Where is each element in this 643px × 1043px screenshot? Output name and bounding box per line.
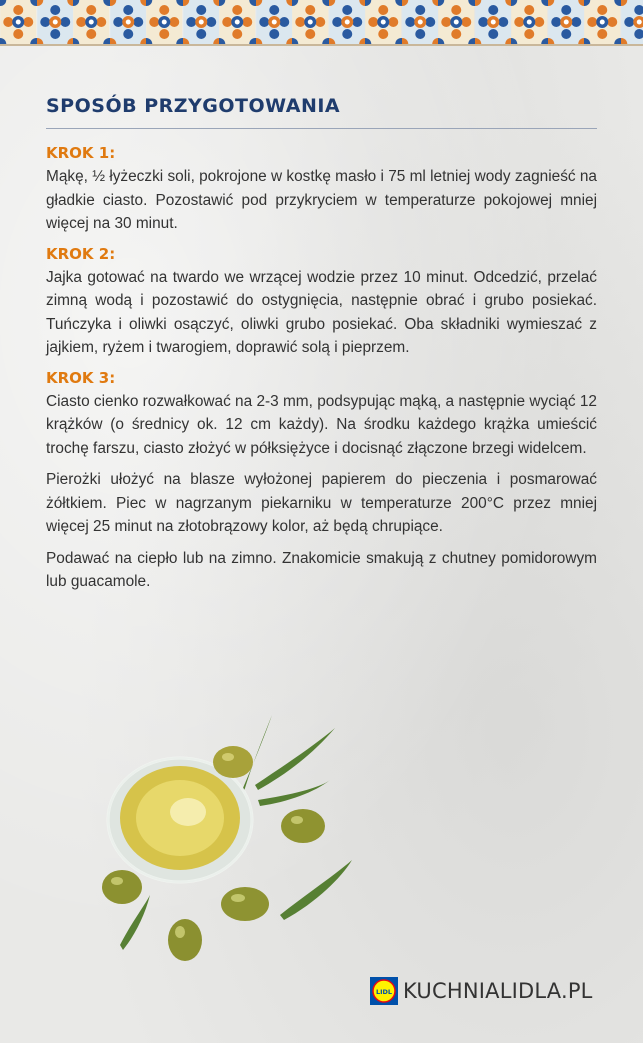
step-title: KROK 1: (46, 144, 116, 162)
kuchnialidla-logo[interactable] (370, 975, 593, 1007)
azulejo-tile-icon (438, 0, 475, 44)
step-text: Jajka gotować na twardo we wrzącej wodzie przez 10 minut. Odcedzić, przelać zimną wodą i pozostawić do ostygnięcia, następnie obrać i grubo posiekać. Tuńczyka i oliwki osączyć, oliwki grubo posiekać. Oba składniki wymieszać z jajkiem, ryżem i twarogiem, doprawić solą i pieprzem. (46, 268, 597, 356)
azulejo-tile-icon (365, 0, 402, 44)
page-title: SPOSÓB PRZYGOTOWANIA (46, 95, 341, 117)
step-text: Pierożki ułożyć na blasze wyłożonej papierem do pieczenia i posmarować żółtkiem. Piec w nagrzanym piekarniku w temperaturze 200°C przez mniej więcej 25 minut na złotobrązowy kolor, aż będą chrupiące. (46, 471, 597, 535)
azulejo-tile-icon (110, 0, 147, 44)
decorative-tile-border (0, 0, 643, 46)
azulejo-tile-icon (329, 0, 366, 44)
logo-text: KUCHNIALIDLA.PL (403, 979, 593, 1003)
azulejo-tile-icon (146, 0, 183, 44)
step-3 (46, 368, 597, 594)
lidl-logo-icon (370, 977, 398, 1005)
azulejo-tile-icon (584, 0, 621, 44)
azulejo-tile-icon (219, 0, 256, 44)
title-divider (46, 128, 597, 129)
azulejo-tile-icon (183, 0, 220, 44)
azulejo-tile-icon (475, 0, 512, 44)
step-text: Ciasto cienko rozwałkować na 2-3 mm, podsypując mąką, a następnie wyciąć 12 krążków (o średnicy ok. 12 cm każdy). Na środku każdego krążka umieścić trochę farszu, ciasto złożyć w półksiężyce i docisnąć złączone brzegi widelcem. (46, 392, 597, 457)
azulejo-tile-icon (37, 0, 74, 44)
step-text: Mąkę, ½ łyżeczki soli, pokrojone w kostkę masło i 75 ml letniej wody zagnieść na gładkie ciasto. Pozostawić pod przykryciem w temperaturze pokojowej mniej więcej na 30 minut. (46, 168, 597, 232)
step-1 (46, 143, 597, 236)
step-2 (46, 244, 597, 360)
olive-oil-bowl-icon (90, 700, 370, 990)
azulejo-tile-icon (511, 0, 548, 44)
azulejo-tile-icon (292, 0, 329, 44)
step-title: KROK 3: (46, 368, 116, 387)
azulejo-tile-icon (256, 0, 293, 44)
lidl-logo-text: LIDL (375, 988, 393, 996)
azulejo-tile-icon (548, 0, 585, 44)
azulejo-tile-icon (73, 0, 110, 44)
step-text: Podawać na ciepło lub na zimno. Znakomicie smakują z chutney pomidorowym lub guacamole. (46, 549, 597, 590)
azulejo-tile-icon (0, 0, 37, 44)
azulejo-tile-icon (402, 0, 439, 44)
recipe-steps (46, 143, 597, 602)
step-title: KROK 2: (46, 244, 116, 263)
azulejo-tile-icon (621, 0, 643, 44)
